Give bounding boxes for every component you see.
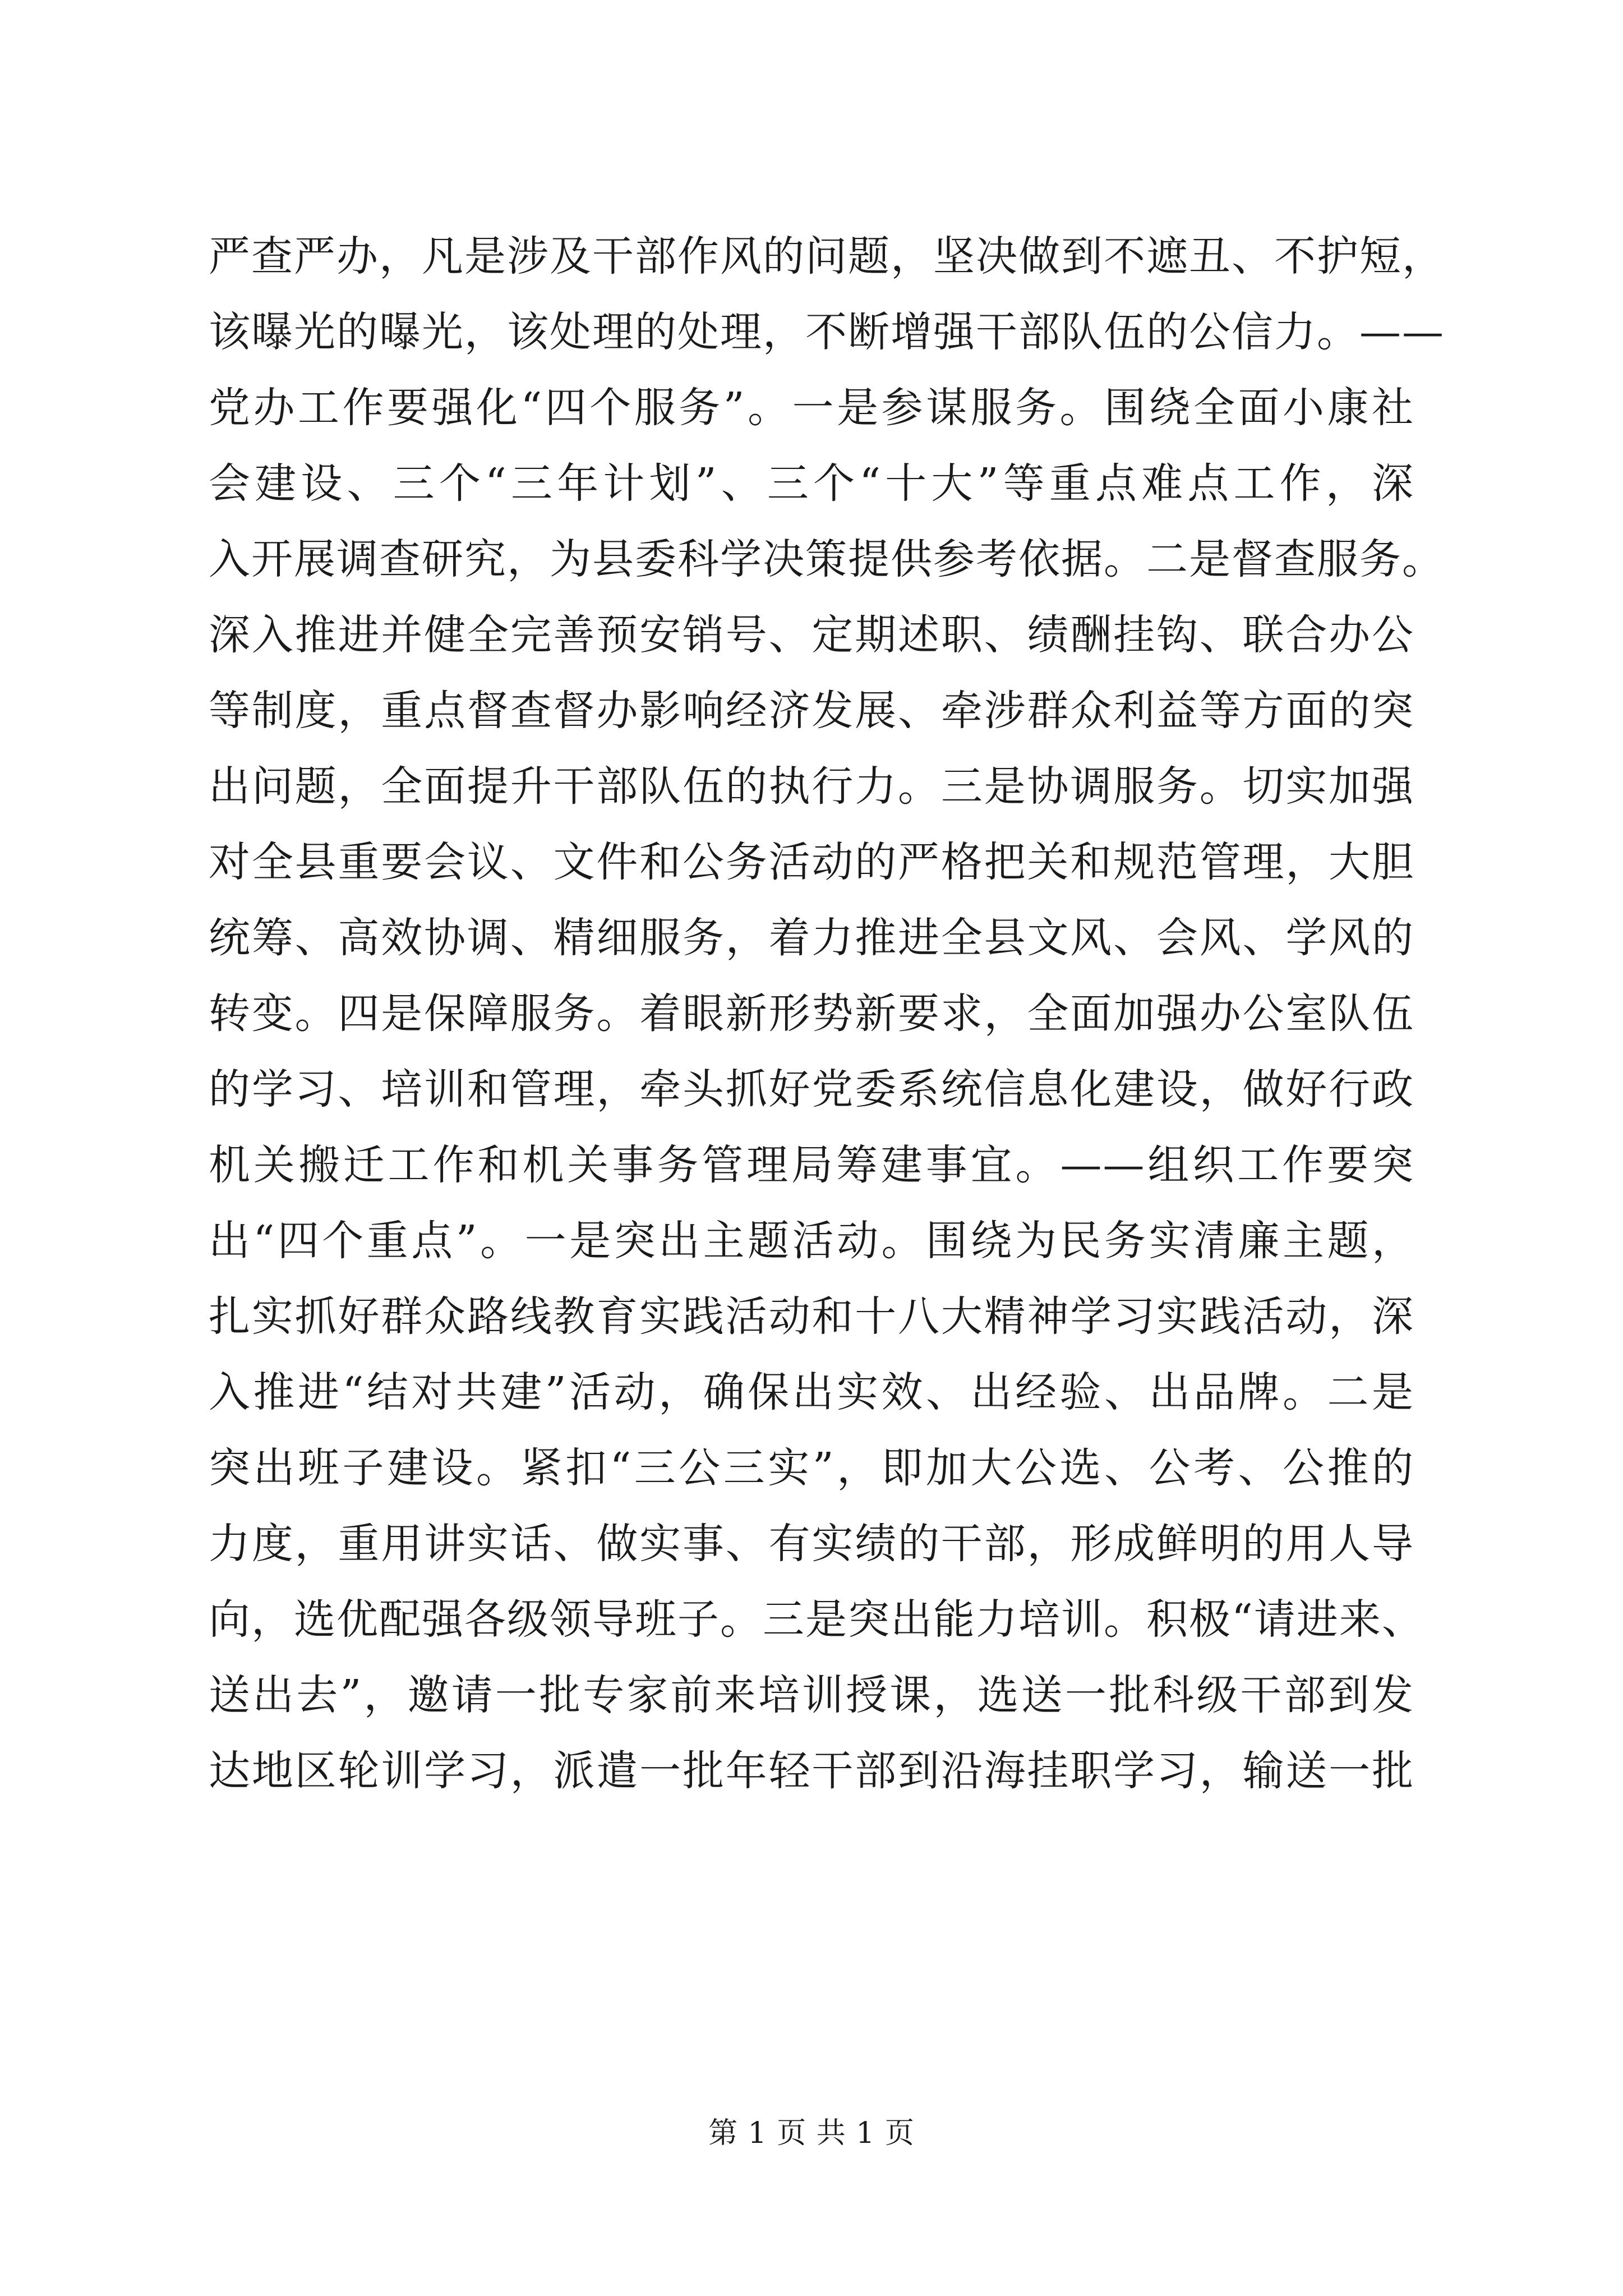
text-line: 出“四个重点”。一是突出主题活动。围绕为民务实清廉主题， [209,1217,1414,1265]
page-footer [0,2109,1623,2151]
text-line: 对全县重要会议、文件和公务活动的严格把关和规范管理，大胆 [209,838,1414,886]
text-line: 力度，重用讲实话、做实事、有实绩的干部，形成鲜明的用人导 [209,1520,1414,1568]
text-line: 统筹、高效协调、精细服务，着力推进全县文风、会风、学风的 [209,914,1414,962]
text-line: 会建设、三个“三年计划”、三个“十大”等重点难点工作，深 [209,459,1414,508]
text-line: 党办工作要强化“四个服务”。一是参谋服务。围绕全面小康社 [209,384,1414,432]
text-line: 机关搬迁工作和机关事务管理局筹建事宜。——组织工作要突 [209,1141,1414,1189]
text-line: 该曝光的曝光，该处理的处理，不断增强干部队伍的公信力。—— [209,308,1445,356]
text-line: 向，选优配强各级领导班子。三是突出能力培训。积极“请进来、 [209,1595,1424,1644]
text-line: 突出班子建设。紧扣“三公三实”，即加大公选、公考、公推的 [209,1444,1414,1492]
text-line: 入推进“结对共建”活动，确保出实效、出经验、出品牌。二是 [209,1368,1414,1416]
text-line: 严查严办，凡是涉及干部作风的问题，坚决做到不遮丑、不护短， [209,232,1445,280]
text-line: 扎实抓好群众路线教育实践活动和十八大精神学习实践活动，深 [209,1292,1414,1341]
text-line: 转变。四是保障服务。着眼新形势新要求，全面加强办公室队伍 [209,990,1414,1038]
page-number-label: 第 1 页 共 1 页 [708,2116,915,2150]
text-line: 入开展调查研究，为县委科学决策提供参考依据。二是督查服务。 [209,535,1445,583]
text-line: 达地区轮训学习，派遣一批年轻干部到沿海挂职学习，输送一批 [209,1747,1414,1795]
text-line: 送出去”，邀请一批专家前来培训授课，选送一批科级干部到发 [209,1671,1414,1719]
text-line: 出问题，全面提升干部队伍的执行力。三是协调服务。切实加强 [209,762,1414,811]
body-text [209,219,1445,1809]
text-line: 的学习、培训和管理，牵头抓好党委系统信息化建设，做好行政 [209,1065,1414,1114]
text-line: 深入推进并健全完善预安销号、定期述职、绩酬挂钩、联合办公 [209,611,1414,659]
text-line: 等制度，重点督查督办影响经济发展、牵涉群众利益等方面的突 [209,687,1414,735]
